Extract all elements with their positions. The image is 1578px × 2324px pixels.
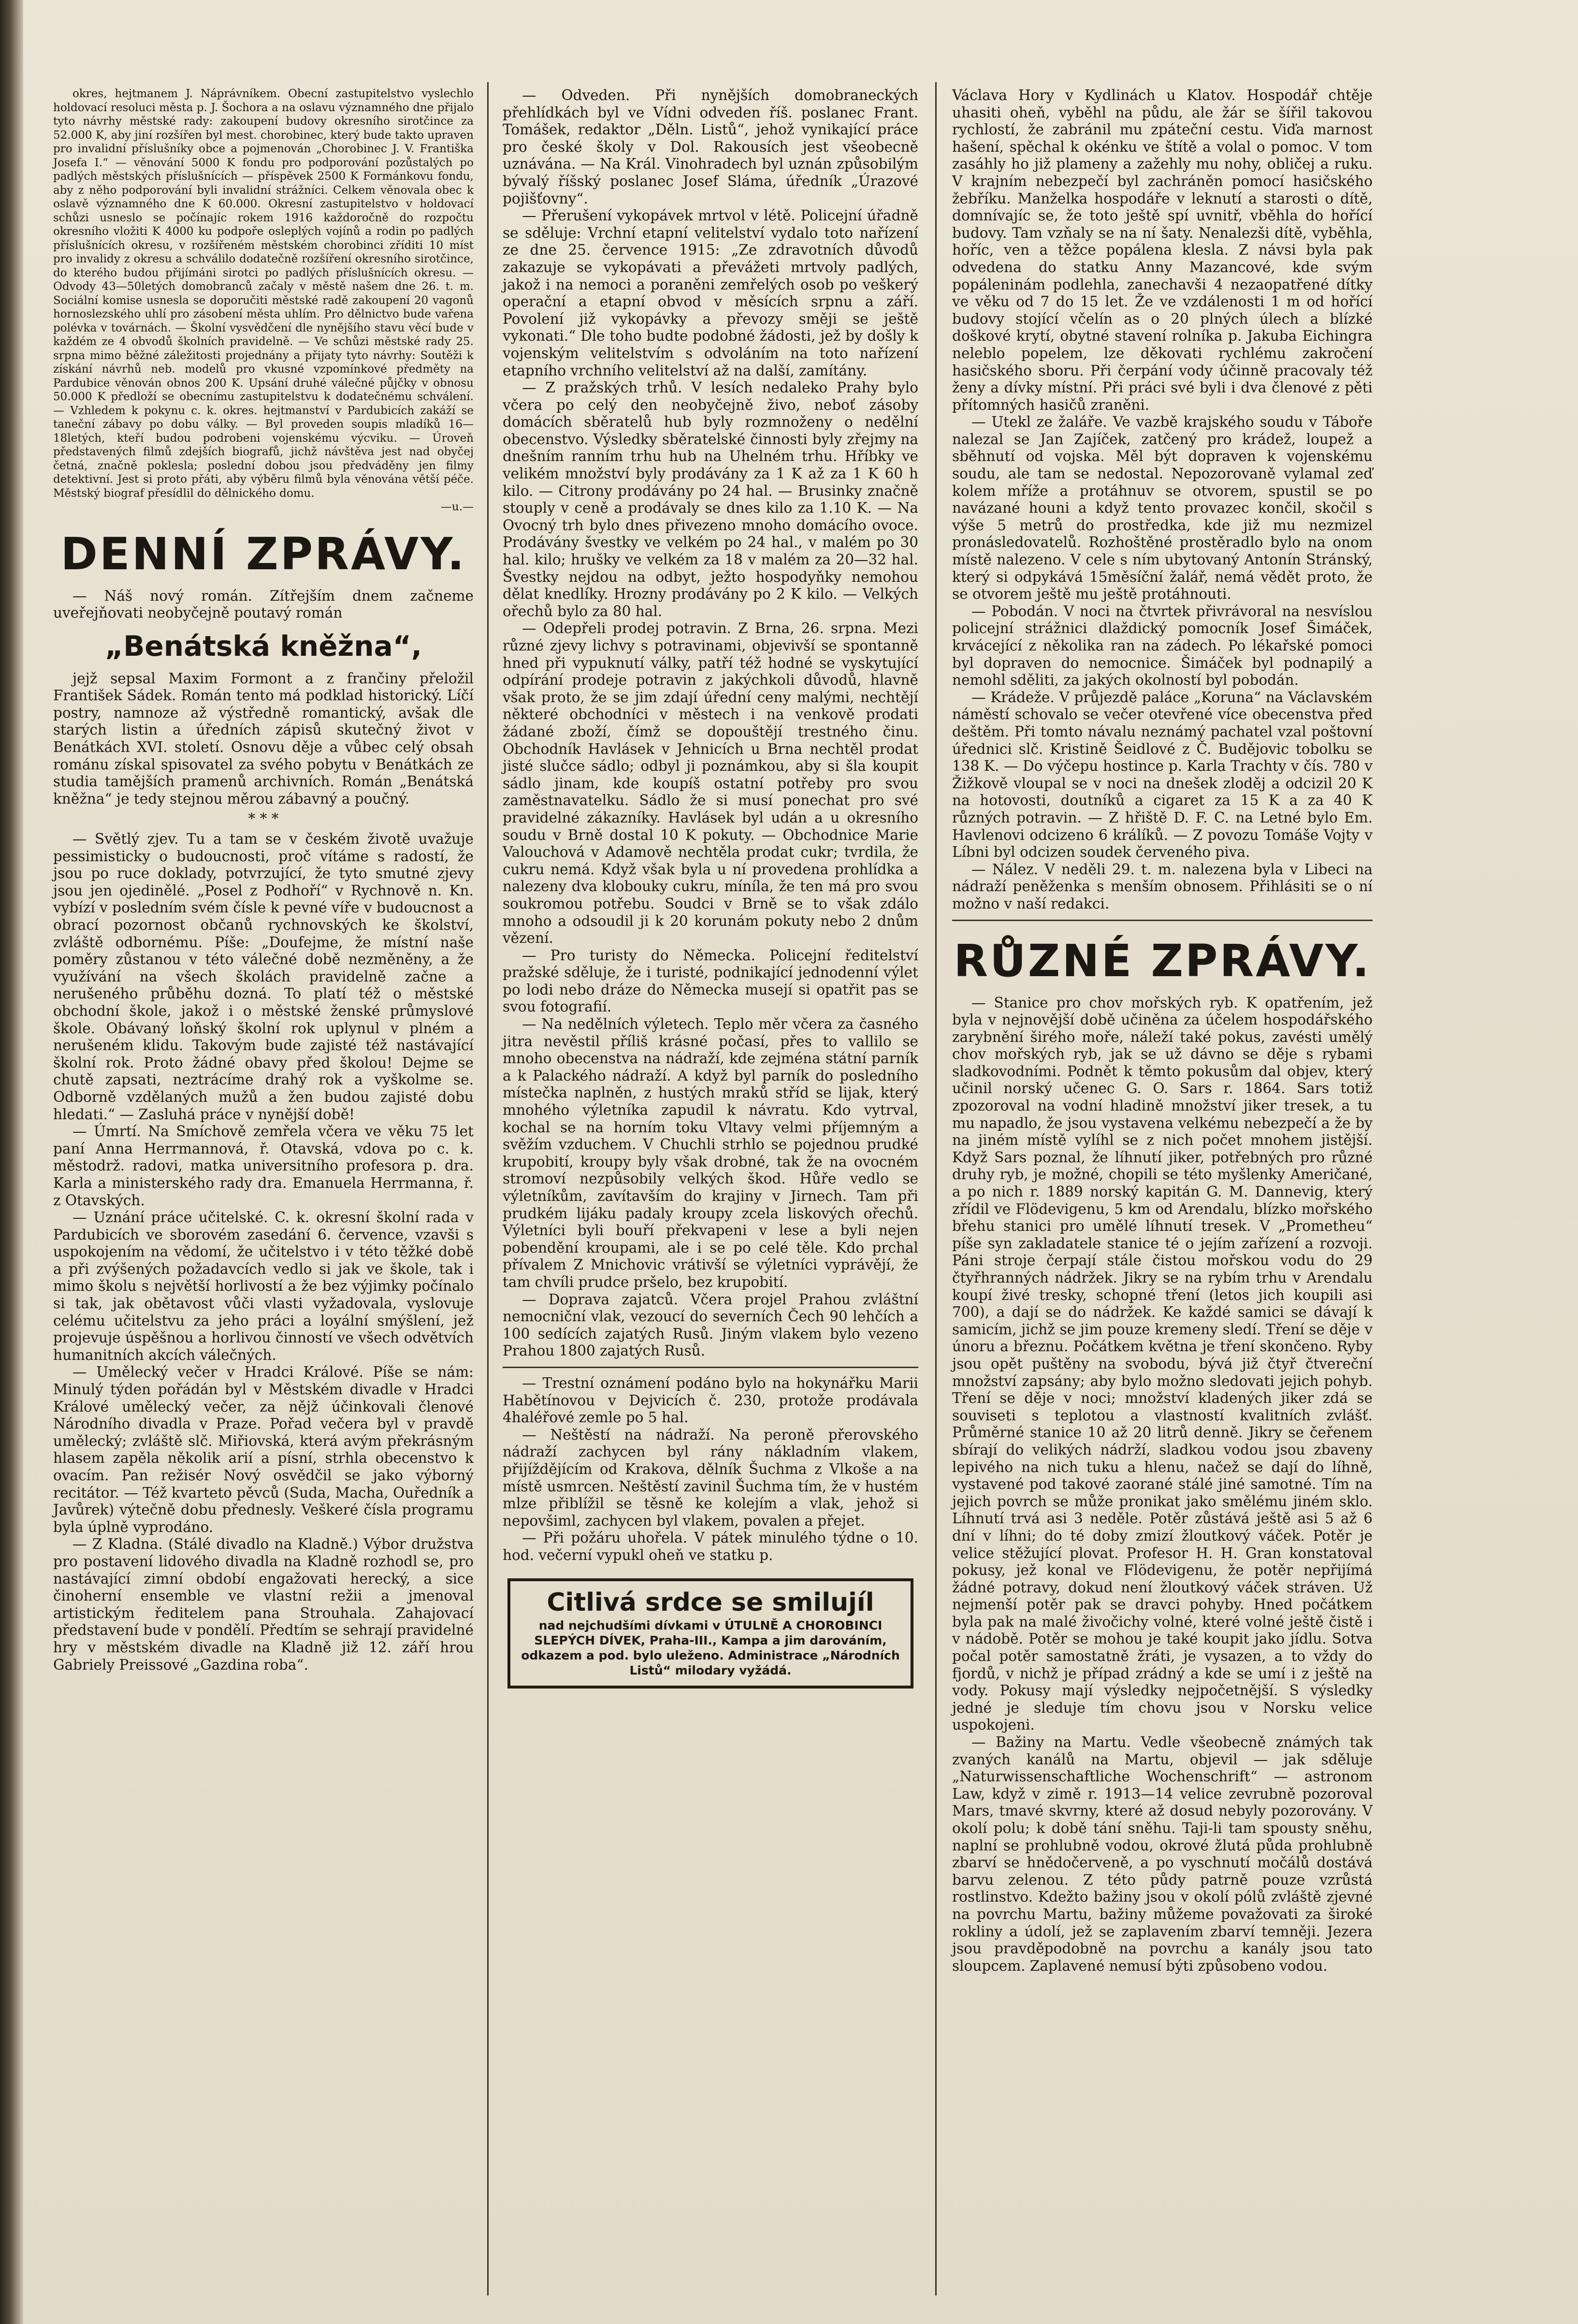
column-2 [503,87,918,1689]
article-pri-pozaru: — Při požáru uhořela. V pátek minulého týdne o 10. hod. večerní vypukl oheň ve statku p. [503,1530,918,1563]
article-stanice-mořských-ryb: — Stanice pro chov mořských ryb. K opatřením, jež byla v nejnovější době učiněna za účelem hospodářského zarybnění širého moře, náleží také pokus, zavésti umělý chov mořských ryb, jak se už dávno se děje s rybami sladkovodními. Podnět k těmto pokusům dal objev, který učinil norský učenec G. O. Sars r. 1864. Sars totiž zpozoroval na vodní hladině množství jiker tresek, a tu mu napadlo, že jsou vystavena velkému nebezpečí a že by na jiném místě vylíhl se z nich počet mnohem jistější. Když Sars poznal, že líhnutí jiker, potřebných pro různé druhy ryb, je možné, chopili se této myšlenky Američané, a po nich r. 1889 norský kapitán G. M. Dannevig, který zřídil ve Flödevigenu, 5 km od Arendalu, blízko mořského břehu stanici pro umělé líhnutí tresek. V „Prometheu“ píše syn zakladatele stanice té o jejím zařízení a rozvoji. Páni stroje čerpají stále čistou mořskou vodu do 29 čtyřhranných nádržek. Jikry se na rybím trhu v Arendalu koupí živé tresky, schopné tření (letos jich koupili asi 700), a dají se do nádržek. Ke každé samici se dávají k samicím, jichž se jim pouze kremeny sledí. Tření se děje v únoru a březnu. Počátkem května je tření skončeno. Ryby jsou opět puštěny na svobodu, bývá již čtyř čtvereční množství zapsány; aby bylo možno sledovati jejich pohyb. Tření se děje v noci; množství kladených jiker zdá se souviseti s teplotou a vlastností kvalitních zvlášť. Průměrné stanice 10 až 20 litrů denně. Jikry se čeřenem sbírají do velikých nádrží, sladkou vodou jsou zbaveny lepivého na nich tuku a hlenu, načež se dají do líhně, vystavené pod takové zaorané stálé jiné samotné. Tím na jejich povrch se může pronikat jako smělému jiném sklo. Líhnutí trvá asi 3 neděle. Potěr zůstává ještě asi 5 až 6 dní v líhni; do té doby zmizí žloutkový váček. Potěr je velice stěžující plovat. Profesor H. H. Gran konstatoval pokusy, jež konal ve Flödevigenu, že potěr nepřijímá žádné potravy, dokud není žloutkový váček stráven. Už nejmenší potěr pak se dravci pohyby. Hned počátkem byla pak na malé živočichy volné, které volné ještě čistě i v nádobě. Potěr se mohou je také koupit jako jídlu. Sotva počal potěr samostatně žráti, je vysazen, a to vždy do fjordů, v nichž je případ zrádný a kde se umí i z ještě na vody. Pokusy mají výsledky nejpočetnější. S výsledky jedné je sleduje tím chovu jsou v Norsku velice uspokojeni. [952,994,1373,1733]
article-turiste-nemecko: — Pro turisty do Německa. Policejní ředitelství pražské sděluje, že i turisté, podnikající jednodenní výlet po lodi nebo dráze do Německa musejí si opatřit pas se svou fotografií. [503,947,918,1015]
column-rule-1 [487,82,489,2295]
article-odveden: — Odveden. Při nynějších domobraneckých přehlídkách byl ve Vídni odveden říš. poslanec Frant. Tomášek, redaktor „Děln. Listů“, jehož vynikající práce pro české školy v Dol. Rakousích jest všeobecně uznávána. — Na Král. Vinohradech byl uznán způsobilým bývalý říšský poslanec Josef Sláma, úředník „Úrazové pojišťovny“. [503,87,918,207]
article-pardubice-intro: okres, hejtmanem J. Náprávníkem. Obecní zastupitelstvo vyslechlo holdovací resoluci města p. J. Šochora a na oslavu významného dne přijalo tyto návrhy městské rady: zakoupení budovy okresního sirotčince za 52.000 K, aby jiní rozšířen byl mest. chorobinec, který bude takto upraven pro invalidní příslušníky obce a pojmenován „Chorobinec J. V. Františka Josefa I.“ — věnování 5000 K fondu pro podporování pozůstalých po padlých městských příslušnících — příspěvek 2500 K Formánkovu fondu, aby z něho podporování byli invalidní strážníci. Celkem věnovala obec k oslavě významného dne K 60.000. Okresní zastupitelstvo v holdovací schůzi usneslo se počínajíc rokem 1916 každoročně do rozpočtu okresního vložiti K 4000 ku podpoře osleplých vojínů a rodin po padlých příslušnících okresu, v rozšířeném městském chorobinci zříditi 10 míst pro invalidy z okresu a schválilo dodatečně rozšíření okresního sirotčince, do kterého budou přijímáni sirotci po padlých příslušnících okresu. — Odvody 43—50letých domobranců začaly v městě našem dne 26. t. m. Sociální komise usnesla se doporučiti městské radě zakoupení 20 vagonů hornoslezského uhlí pro zásobení města uhlím. Pro dělnictvo bude vařena polévka v továrnách. — Školní vysvědčení dle nynějšího stavu věcí bude v každém ze 4 obvodů školních pravidelně. — Ve schůzi městské rady 25. srpna mimo běžné záležitosti projednány a přijaty tyto návrhy: Soutěži k získání návrhů neb. modelů pro vkusné vzpomínkové předměty na Pardubice věnován obnos 200 K. Upsání druhé válečné půjčky v obnosu 50.000 K předloží se obecnímu zastupitelstvu k dodatečnému schválení. — Vzhledem k pokynu c. k. okres. hejtmanství v Pardubicích zakáží se taneční zábavy po dobu války. — Byl proveden soupis mladíků 16—18letých, kteří budou podrobeni vojenskému výcviku. — Úroveň představených filmů zdejších biografů, jichž návštěva jest nad obyčej četná, značně poklesla; poslední dobou jsou předváděny jen filmy detektivní. Jest si proto přáti, aby výběru filmů byla věnována větší péče. Městský biograf přesídlil do dělnického domu. [53,87,474,500]
divider-line [503,1367,918,1368]
section-title-ruzne-zpravy: RŮZNÉ ZPRÁVY. [954,935,1371,987]
article-signature: —u.— [440,501,474,513]
column-1 [53,87,474,1674]
article-umelecky-vecer: — Umělecký večer v Hradci Králové. Píše se nám: Minulý týden pořádán byl v Městském divadle v Hradci Králové umělecký večer, za nějž účinkovali členové Národního divadla v Praze. Pořad večera byl v pravdě umělecký; zvláště slč. Miřiovská, která avým překrásným hlasem zapěla několik arií a písní, strhla obecenstvo k ovacím. Pan režisér Nový osvědčil se jako výborný recitátor. — Též kvarteto pěvců (Suda, Macha, Ouředník a Javůrek) výtečně dobu přednesly. Veškeré čísla programu byla úplně vyprodáno. [53,1364,474,1535]
article-z-kladna: — Z Kladna. (Stálé divadlo na Kladně.) Výbor družstva pro postavení lidového divadla na Kladně rozhodl se, pro nastávající zimní období engažovati herecký, a sice činoherní ensemble ve vlastní režii a jmenoval artistickým ředitelem pana Strouhala. Zahajovací představení bude v pondělí. Předtím se sehrají pravidelné hry v městském divadle na Kladně již 12. září hrou Gabriely Preissové „Gazdina roba“. [53,1536,474,1673]
advertisement-box [507,1578,913,1689]
article-nedelni-vylety: — Na nedělních výletech. Teplo měr včera za časného jitra nevěstil příliš krásné počasí, přes to vallilo se mnoho obecenstva na nádraží, kde zejména státní parník a k Palackého nádraží. A když byl parník do posledního místečka naplněn, z hustých mraků stříd se lijak, který mnohého výletníka zapudil k návratu. Kdo vytrval, kochal se na horním toku Vltavy velmi příjemným a svěžím vzduchem. V Chuchli strhlo se pojednou prudké krupobití, kroupy byly však drobné, tak že na ovocném stromoví nezpůsobily velkých škod. Hůře vedlo se výletníkům, zavítavším do krajiny v Jirnech. Tam při prudkém lijáku padaly kroupy zcela liskových ořechů. Výletníci byli bouří překvapeni v lese a byli nejen pobendění kroupami, ale i se po celé těle. Kdo prchal přívalem Z Mnichovic vrátivší se výletníci vyprávějí, že tam chvíli prudce pršelo, bez krupobití. [503,1016,918,1290]
section-title-denni-zpravy: DENNÍ ZPRÁVY. [60,528,466,580]
article-pobodan: — Pobodán. V noci na čtvrtek přivrávoral na nesvíslou policejní strážnici dlaždický pomocník Josef Šimáček, krvácející z několika ran na zádech. Po lékařské pomoci byl dopraven do nemocnice. Šimáček byl podnapilý a nemohl sděliti, za jakých okolností byl pobodán. [952,603,1373,689]
article-trestni-oznameni: — Trestní oznámení podáno bylo na hokynářku Marii Habětínovou v Dejvicích č. 230, protože prodávala 4haléřové zemle po 5 hal. [503,1374,918,1426]
article-svetly-zjev: — Světlý zjev. Tu a tam se v českém životě uvažuje pessimisticky o budoucnosti, proč vítáme s radostí, že jsou po ruce doklady, potvrzující, že tyto smutné zjevy jsou jen ojedinělé. „Posel z Podhoří“ v Rychnově n. Kn. vybízí v posledním svém čísle k pevné víře v budoucnost a obrací pozornost občanů rychnovských ke školství, zvláště odbornému. Píše: „Doufejme, že místní naše poměry zůstanou v této válečné době nezměněny, a že využívání na všech školách pravidelně začne a nerušeného průběhu dozná. To platí též o městské obchodní škole, jakož i o městské ženské průmyslové škole. Obávaný loňský školní rok uplynul v plném a nerušeném klidu. Takovým bude zajisté též nastávající školní rok. Proto žádné obavy před školou! Dejme se chutě zapsati, neztrácíme drahý rok a vyškolme se. Odborně vzdělaných mužů a žen budou zajisté dobu hledati.“ — Zasluhá práce v nynější době! [53,831,474,1123]
article-prazske-trhy: — Z pražských trhů. V lesích nedaleko Prahy bylo včera po celý den neobyčejně živo, neboť zásoby domácích sběratelů hub byly rozmnoženy o nedělní obecenstvo. Výsledky sběratelské činnosti byly zřejmy na dnešním ranním trhu hub na Uhelném trhu. Hříbky ve velikém množství byly prodávány za 1 K až za 1 K 60 h kilo. — Citrony prodávány po 24 hal. — Brusinky značně stouply v ceně a prodávaly se dnes kilo za 1.10 K. — Na Ovocný trh bylo dnes přivezeno mnoho domácího ovoce. Prodávány švestky ve velkém po 24 hal., v malém po 30 hal. kilo; hrušky ve velkém za 18 v malém za 20—32 hal. Švestky nejdou na odbyt, ježto hospodyňky nemohou dělat knedlíky. Hrozny prodávány po 2 K kilo. — Velkých ořechů bylo za 80 hal. [503,379,918,620]
article-odeprel-prodej: — Odepřeli prodej potravin. Z Brna, 26. srpna. Mezi různé zjevy lichvy s potravinami, objevivší se spontanně hned při vypuknutí války, patří též hodné se vyskytující odpírání prodeje potravin z jakýchkoli důvodů, hlavně však proto, že se jim zdají úřední ceny malými, nechtějí některé obchodníci v městech i na venkově prodati žádané zboží, čímž se dopouštějí trestného činu. Obchodník Havlásek v Jehnicích u Brna nechtěl prodat jisté slučce sádlo; odbyl ji poznámkou, aby si šla koupit sádlo jinam, kde koupíš ostatní potřeby pro svou zaměstnavatelku. Sádlo že si musí ponechat pro své pravidelné zákazníky. Havlásek byl udán a u okresního soudu v Brně dostal 10 K pokuty. — Obchodnice Marie Valouchová v Adamově nechtěla prodat cukr; tvrdila, že cukru nemá. Když však byla u ní provedena prohlídka a nalezeny dva klobouky cukru, míníla, že ten má pro svou soukromou potřebu. Soudci v Brně se to však zdálo mnoho a odsoudil ji k 20 korunám pokuty nebo 2 dnům vězení. [503,620,918,947]
column-rule-2 [935,82,937,2295]
article-preruseni-vykopavek: — Přerušení vykopávek mrtvol v létě. Policejní úřadně se sděluje: Vrchní etapní velitelství vydalo toto nařízení ze dne 25. července 1915: „Ze zdravotních důvodů zakazuje se vykopávati a převážeti mrtvoly padlých, jakož i na nemoci a poraněni zemřelých osob po veškerý operační a etapní obvod v měsících srpnu a září. Povolení již vykopávky a převozy směji se ještě vykonati.“ Dle toho budte podobné žádosti, jež by došly k vojenským velitelstvím s odvoláním na toto nařízení etapního vrchního velitelství až na další, zamítány. [503,207,918,379]
article-kradeze: — Krádeže. V průjezdě paláce „Koruna“ na Václavském náměstí schovalo se večer otevřené více obecenstva před deštěm. Při tomto návalu neznámý pachatel vzal poštovní úřednici slč. Kristině Šeidlové z Č. Budějovic tobolku se 138 K. — Do výčepu hostince p. Karla Trachty v čís. 780 v Žižkově vloupal se v noci na dnešek zloděj a odcizil 20 K na hotovosti, doutníků a cigaret za 15 K a za 40 K různých potravin. — Z hřiště D. F. C. na Letné bylo Em. Havlenovi odcizeno 6 králíků. — Z povozu Tomáše Vojty v Líbni byl odcizen soudek červeného piva. [952,689,1373,861]
page-binding-edge [0,0,23,2324]
column-3 [952,87,1373,1975]
article-novel-lead: — Náš nový román. Zítřejším dnem začneme uveřejňovati neobyčejně poutavý román [53,587,474,621]
article-pozar-continued: Václava Hory v Kydlinách u Klatov. Hospodář chtěje uhasiti oheň, vyběhl na půdu, ale žár se šířil takovou rychlostí, že zabránil mu zpáteční cestu. Viďa marnost hašení, spěchal k okénku ve štítě a volal o pomoc. V tom zasáhly ho již plameny a zažehly mu nohy, obličej a ruku. V krajním nebezpečí byl zachráněn pomocí hasičského žebříku. Manželka hospodáře v leknutí a starosti o dítě, domnívajíc se, že toto ještě spí uvnitř, vběhla do hořící budovy. Tam vzňaly se na ní šaty. Nenalezši dítě, vyběhla, hoříc, ven a těžce popálena klesla. Z návsi byla pak odvedena do statku Anny Mazancové, kde svým popáleninám podlehla, zanechavši 4 nezaopatřené dítky ve věku od 7 do 15 let. Že ve vzdálenosti 1 m od hořící budovy stojící včelín as o 20 plných úlech a blízké doškové krytí, obytné stavení rolníka p. Jakuba Eichingra neleblo popelem, lze děkovati rychlému zakročení hasičského sboru. Při čerpání vody účinně pracovaly též ženy a dívky místní. Při práci své byli i dva členové z pěti přítomných hasičů zraněni. [952,87,1373,413]
article-uznani-prace: — Uznání práce učitelské. C. k. okresní školní rada v Pardubicích ve sborovém zasedání 6. července, vzavši s uspokojením na vědomí, že učitelstvo i v této těžké době a při zvýšených požadavcích vedlo si jak ve škole, tak i mimo školu s největší horlivostí a že bez výjimky počínalo si tak, jak obětavost vůči vlasti vyžadovala, vyslovuje celému učitelstvu za jeho práci a loyální smýšlení, jež projevuje úspěšnou a horlivou činností ve všech odvětvích humanitních akcích válečných. [53,1209,474,1363]
article-doprava-zajatcu: — Doprava zajatců. Včera projel Prahou zvláštní nemocniční vlak, vezoucí do severních Čech 90 lehčích a 100 sedících zajatých Rusů. Jiným vlakem bylo vezeno Prahou 1800 zajatých Rusů. [503,1291,918,1359]
article-umrti: — Úmrtí. Na Smíchově zemřela včera ve věku 75 let paní Anna Herrmannová, ř. Otavská, vdova po c. k. městodrž. radovi, matka universitního profesora p. dra. Karla a ministerského rady dra. Emanuela Herrmanna, ř. z Otavských. [53,1123,474,1209]
article-baziny-na-martu: — Bažiny na Martu. Vedle všeobecně známých tak zvaných kanálů na Martu, objevil — jak sděluje „Naturwissenschaftliche Wochenschrift“ — astronom Law, když v zimě r. 1913—14 velice zevrubně pozoroval Mars, tmavé skvrny, které až dosud nebyly pozorovány. V okolí polu; k době tání sněhu. Taji-li tam spousty sněhu, naplní se prohlubně vodou, okrové žlutá půda prohlubně zbarví se hnědočerveně, a po vyschnutí močálů dostává barvu zelenou. Z této půdy patrně pouze vzrůstá rostlinstvo. Kdežto bažiny jsou v okolí pólů zvláště zjevné na povrchu Martu, bažiny můžeme považovati za široké rokliny a údolí, jež se zaplavením zbarví temněji. Jezera jsou pravděpodobně na povrchu a kanály jsou tato sloupcem. Zaplavené nemusí býti způsobeno vodou. [952,1734,1373,1974]
divider-stars: * * * [248,810,279,827]
novel-title: „Benátská kněžna“, [105,629,422,663]
ad-title: Citlivá srdce se smilujíl [547,1588,874,1617]
divider-line [952,920,1373,921]
article-nestesti-nadrazi: — Neštěstí na nádraží. Na peroně přerovského nádraží zachycen byl rány nákladním vlakem, přijíždějícím od Krakova, dělník Šuchma z Vlkoše a na místě usmrcen. Neštěstí zavinil Šuchma tím, že v hustém mlze přiblížil se těsně ke kolejím a vlak, jehož si nepovšiml, zachycen byl vlakem, povalen a přejet. [503,1426,918,1529]
article-utekl-ze-zalare: — Utekl ze žaláře. Ve vazbě krajského soudu v Táboře nalezal se Jan Zajíček, zatčený pro krádež, loupež a sběhnutí od vojska. Měl být dopraven k vojenskému soudu, ale tam se nedostal. Nepozorovaně vylamal zeď kolem mříže a protáhnuv se otvorem, spustil se po navázané houni a když tento provazec končil, skočil s výše 5 metrů do prostředka, kde již mu nezmizel pronásledovatelů. Rozhoštěné prostěradlo bylo na onom místě nalezeno. V cele s ním ubytovaný Antonín Stránský, který si odpykává 15měsíční žalář, nemá vědět proto, že se otvorem ještě mu ještě protáhnouti. [952,414,1373,603]
article-novel-body: jejž sepsal Maxim Formont a z frančiny přeložil František Sádek. Román tento má podklad historický. Líčí postry, namnoze až výstředně romantický, avšak dle starých listin a úředních zápisů skutečný život v Benátkách XVI. století. Osnovu děje a vůbec celý obsah románu získal spisovatel za svého pobytu v Benátkách ze studia tamějších pramenů archivních. Román „Benátská kněžna“ je tedy stejnou měrou zábavný a poučný. [53,670,474,807]
article-nalez: — Nález. V neděli 29. t. m. nalezena byla v Libeci na nádraží peněženka s menším obnosem. Přihlásiti se o ní možno v naší redakci. [952,861,1373,912]
ad-text: nad nejchudšími dívkami v ÚTULNĚ A CHOROBINCI SLEPÝCH DÍVEK, Praha-III., Kampa a jim darováním, odkazem a pod. bylo uleženo. Administrace „Národních Listů“ milodary vyžádá. [521,1618,900,1678]
